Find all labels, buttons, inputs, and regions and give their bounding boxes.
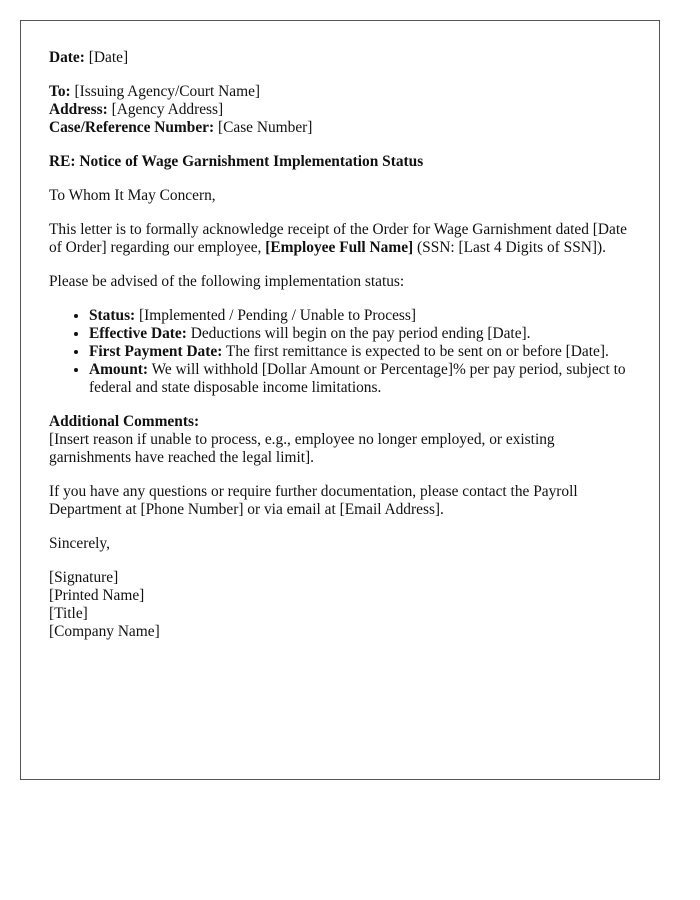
intro-paragraph (49, 221, 631, 257)
address-line (49, 101, 631, 119)
signature-block (49, 569, 631, 641)
subject-text: RE: Notice of Wage Garnishment Implementation Status (49, 153, 424, 170)
comments-block (49, 413, 631, 467)
case-line (49, 119, 631, 137)
status-item-text: [Implemented / Pending / Unable to Process] (139, 307, 417, 324)
address-value: [Agency Address] (111, 101, 224, 118)
to-label: To: (49, 83, 71, 100)
to-value: [Issuing Agency/Court Name] (74, 83, 261, 100)
contact-paragraph: If you have any questions or require further documentation, please contact the Payroll Department at [Phone Number] or via email at [Email Address]. (49, 483, 578, 518)
status-list (49, 307, 631, 397)
closing: Sincerely, (49, 535, 110, 552)
date-value: [Date] (88, 49, 129, 66)
intro-text-before: This letter is to formally acknowledge receipt of the Order for Wage Garnishment dated [Date of Order] regarding our employee, (49, 221, 627, 256)
status-item-label: First Payment Date: (89, 343, 223, 360)
status-item-label: Status: (89, 307, 136, 324)
status-item-effective-date (89, 325, 631, 343)
status-item-text: We will withhold [Dollar Amount or Percentage]% per pay period, subject to federal and state disposable income limitations. (89, 361, 626, 396)
status-item-text: The first remittance is expected to be sent on or before [Date]. (225, 343, 609, 360)
address-label: Address: (49, 101, 108, 118)
comments-label: Additional Comments: (49, 413, 200, 430)
date-label: Date: (49, 49, 85, 66)
to-line (49, 83, 631, 101)
case-value: [Case Number] (217, 119, 313, 136)
date-line (49, 49, 631, 67)
employee-name: [Employee Full Name] (265, 239, 414, 256)
title-line: [Title] (49, 605, 88, 622)
printed-name-line: [Printed Name] (49, 587, 145, 604)
letter-document (20, 20, 660, 780)
salutation: To Whom It May Concern, (49, 187, 216, 204)
recipient-block (49, 83, 631, 137)
company-line: [Company Name] (49, 623, 160, 640)
header-block (49, 49, 631, 67)
status-item-first-payment (89, 343, 631, 361)
status-item-amount (89, 361, 631, 397)
case-label: Case/Reference Number: (49, 119, 215, 136)
subject-line (49, 153, 631, 171)
status-item-text: Deductions will begin on the pay period ending [Date]. (190, 325, 531, 342)
advisory-paragraph: Please be advised of the following implementation status: (49, 273, 405, 290)
status-item-status (89, 307, 631, 325)
intro-text-after: (SSN: [Last 4 Digits of SSN]). (413, 239, 606, 256)
status-item-label: Effective Date: (89, 325, 187, 342)
status-item-label: Amount: (89, 361, 148, 378)
signature-line: [Signature] (49, 569, 119, 586)
comments-text: [Insert reason if unable to process, e.g., employee no longer employed, or existing garnishments have reached the legal limit]. (49, 431, 555, 466)
